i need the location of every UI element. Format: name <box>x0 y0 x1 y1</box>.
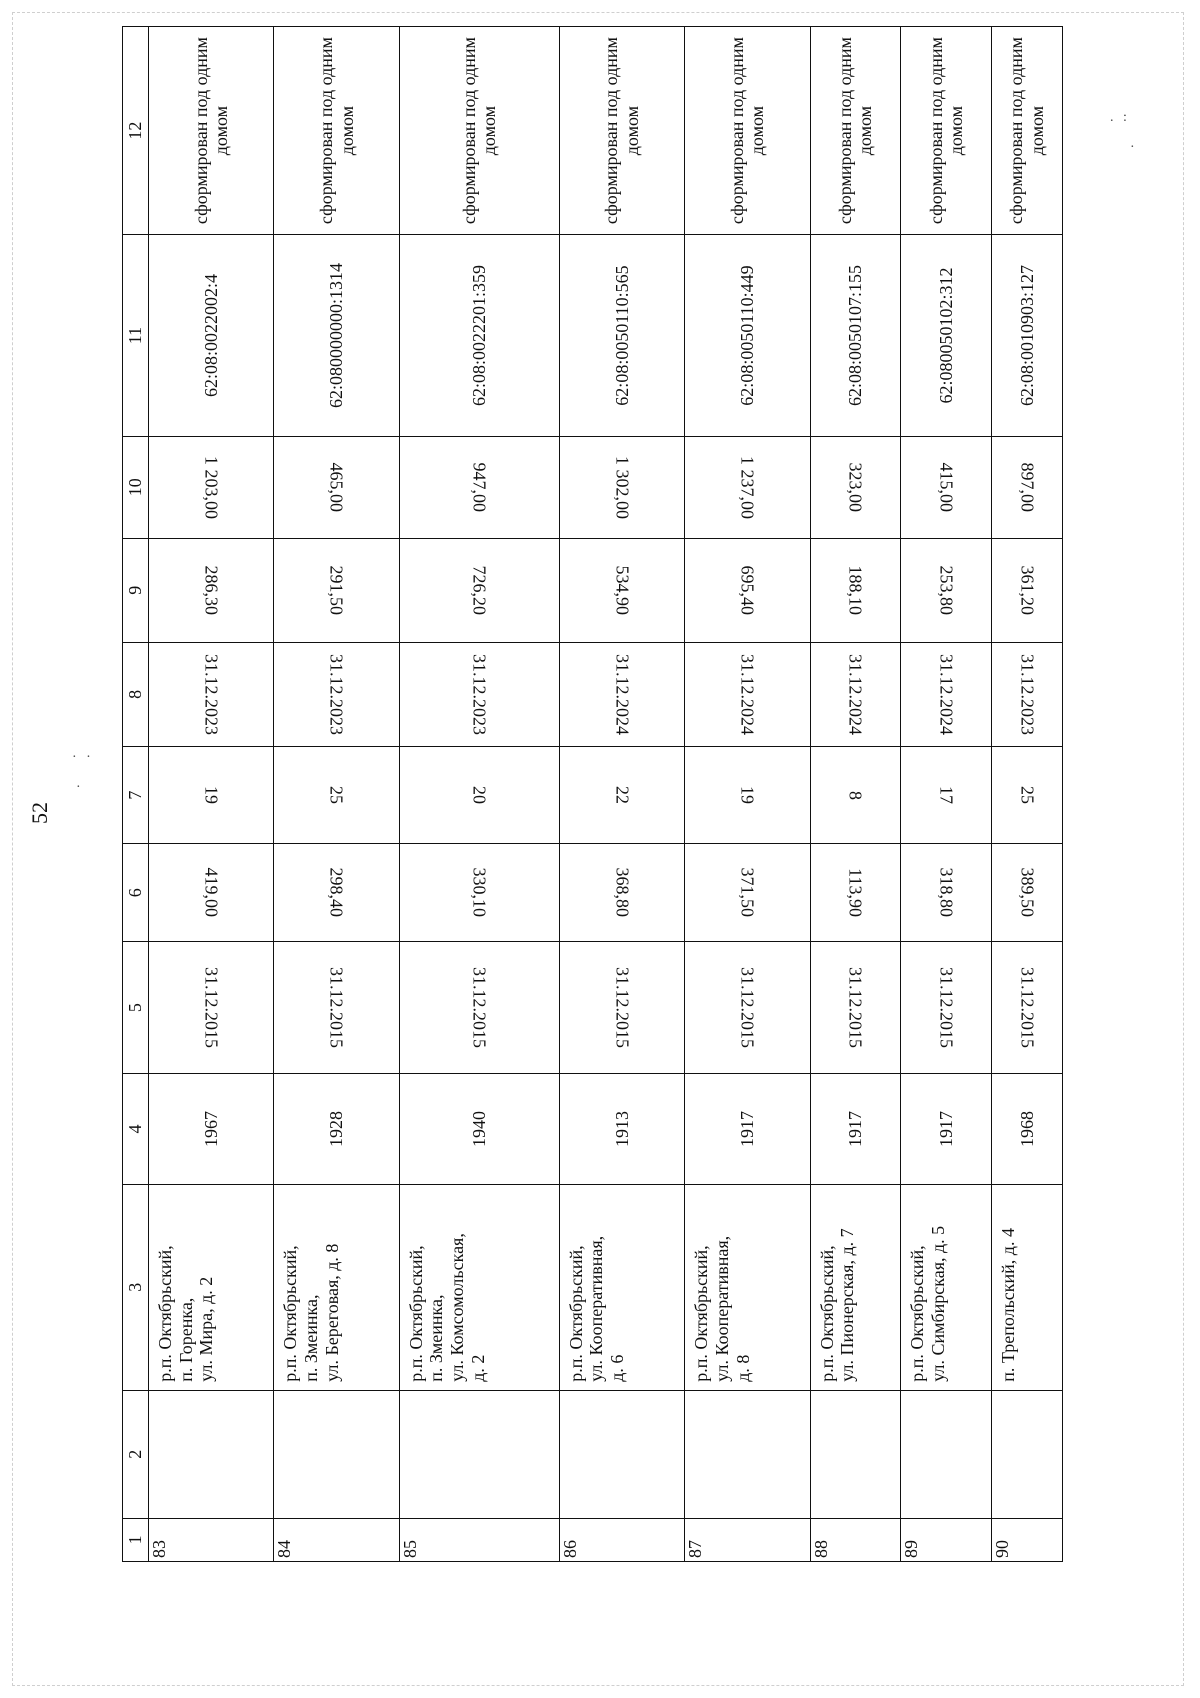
date-cell-box <box>149 941 274 1073</box>
date-cell: 31.12.2023 <box>469 653 490 735</box>
date-cell: 31.12.2015 <box>1017 967 1038 1049</box>
date-cell-box <box>810 941 901 1073</box>
value-cell: 415,00 <box>936 462 957 513</box>
value-cell-box <box>149 538 274 642</box>
year-cell: 1917 <box>845 1111 866 1147</box>
status-cell-box <box>559 27 684 235</box>
value-cell-box <box>274 844 399 942</box>
date-cell-box <box>559 642 684 746</box>
year-cell: 1913 <box>611 1111 632 1147</box>
value-cell-box <box>149 844 274 942</box>
value-cell: 419,00 <box>201 867 222 918</box>
row-number-box <box>559 1518 684 1561</box>
status-cell: сформирован под одним домом <box>190 37 232 225</box>
year-cell: 1928 <box>326 1111 347 1147</box>
header-row <box>123 27 149 1562</box>
table-row <box>559 27 684 1562</box>
row-number: 85 <box>399 1540 420 1558</box>
value-cell-box <box>901 844 992 942</box>
cadastral-number-cell: 62:08:0050110:565 <box>611 265 632 406</box>
value-cell-box <box>810 844 901 942</box>
year-cell: 1917 <box>736 1111 757 1147</box>
address-cell-box <box>399 1184 559 1390</box>
scan-speckle: . : <box>1110 110 1130 125</box>
cell-col2-box <box>992 1390 1063 1518</box>
cadastral-number-cell-box <box>559 235 684 437</box>
cadastral-number-cell-box <box>685 235 810 437</box>
year-cell-box <box>685 1074 810 1185</box>
value-cell-box <box>559 436 684 538</box>
value-cell: 330,10 <box>469 867 490 918</box>
value-cell: 253,80 <box>936 565 957 615</box>
value-cell: 361,20 <box>1017 565 1038 615</box>
row-number: 88 <box>810 1540 831 1558</box>
row-number-box <box>149 1518 274 1561</box>
row-number-box <box>685 1518 810 1561</box>
page-number: 52 <box>27 802 52 824</box>
column-header: 3 <box>123 1184 149 1390</box>
status-cell-box <box>685 27 810 235</box>
cell-col2-box <box>149 1390 274 1518</box>
value-cell-box <box>274 538 399 642</box>
date-cell: 31.12.2015 <box>737 967 758 1049</box>
date-cell: 31.12.2015 <box>326 967 347 1049</box>
date-cell: 31.12.2024 <box>737 653 758 735</box>
address-cell: р.п. Октябрьский, п. Змеинка, ул. Комсомольская, д. 2 <box>405 1233 488 1382</box>
date-cell: 31.12.2024 <box>845 653 866 735</box>
address-cell-box <box>149 1184 274 1390</box>
year-cell: 1967 <box>200 1111 221 1147</box>
status-cell-box <box>992 27 1063 235</box>
row-number-box <box>810 1518 901 1561</box>
date-cell-box <box>810 642 901 746</box>
count-cell: 19 <box>201 786 222 805</box>
cell-col2-box <box>274 1390 399 1518</box>
value-cell-box <box>992 538 1063 642</box>
column-header: 11 <box>123 235 149 437</box>
count-cell: 8 <box>845 790 866 800</box>
row-number: 89 <box>901 1540 922 1558</box>
count-cell-box <box>274 746 399 844</box>
address-cell-box <box>274 1184 399 1390</box>
address-cell-box <box>992 1184 1063 1390</box>
count-cell-box <box>559 746 684 844</box>
address-cell: р.п. Октябрьский, ул. Кооперативная, д. 6 <box>565 1235 628 1382</box>
value-cell: 286,30 <box>201 565 222 615</box>
date-cell: 31.12.2023 <box>201 653 222 735</box>
count-cell-box <box>149 746 274 844</box>
date-cell: 31.12.2024 <box>612 653 633 735</box>
date-cell-box <box>274 642 399 746</box>
column-header: 12 <box>123 27 149 235</box>
year-cell-box <box>149 1074 274 1185</box>
address-cell: р.п. Октябрьский, ул. Симбирская, д. 5 <box>907 1225 949 1382</box>
year-cell: 1968 <box>1016 1111 1037 1147</box>
row-number-box <box>399 1518 559 1561</box>
column-header: 1 <box>123 1518 149 1561</box>
scan-speckle: · · <box>72 750 94 765</box>
value-cell-box <box>992 436 1063 538</box>
value-cell: 1 203,00 <box>201 455 222 519</box>
cell-col2-box <box>685 1390 810 1518</box>
table-row <box>901 27 992 1562</box>
count-cell-box <box>685 746 810 844</box>
status-cell-box <box>810 27 901 235</box>
count-cell-box <box>399 746 559 844</box>
row-number-box <box>274 1518 399 1561</box>
row-number: 86 <box>559 1540 580 1558</box>
year-cell-box <box>901 1074 992 1185</box>
value-cell-box <box>810 538 901 642</box>
column-header: 7 <box>123 746 149 844</box>
status-cell-box <box>149 27 274 235</box>
count-cell: 25 <box>1017 786 1038 805</box>
column-header: 8 <box>123 642 149 746</box>
value-cell: 318,80 <box>936 867 957 918</box>
cadastral-number-cell: 62:080050102:312 <box>935 267 956 404</box>
address-cell-box <box>685 1184 810 1390</box>
column-header: 4 <box>123 1074 149 1185</box>
count-cell: 22 <box>612 786 633 805</box>
value-cell-box <box>685 436 810 538</box>
date-cell: 31.12.2023 <box>1017 653 1038 735</box>
value-cell: 113,90 <box>845 868 866 918</box>
count-cell-box <box>810 746 901 844</box>
row-number-box <box>901 1518 992 1561</box>
year-cell-box <box>810 1074 901 1185</box>
value-cell-box <box>901 436 992 538</box>
value-cell-box <box>274 436 399 538</box>
value-cell: 947,00 <box>469 462 490 513</box>
table-row <box>149 27 274 1562</box>
status-cell: сформирован под одним домом <box>458 37 500 225</box>
cadastral-number-cell-box <box>149 235 274 437</box>
date-cell-box <box>559 941 684 1073</box>
status-cell: сформирован под одним домом <box>1006 37 1048 225</box>
count-cell: 17 <box>936 786 957 805</box>
cadastral-number-cell-box <box>901 235 992 437</box>
cadastral-number-cell: 62:08:0050110:449 <box>736 265 757 406</box>
year-cell: 1940 <box>468 1111 489 1147</box>
date-cell-box <box>149 642 274 746</box>
value-cell: 188,10 <box>845 565 866 615</box>
value-cell-box <box>149 436 274 538</box>
cell-col2-box <box>810 1390 901 1518</box>
status-cell: сформирован под одним домом <box>601 37 642 225</box>
count-cell: 25 <box>326 786 347 805</box>
housing-table <box>122 26 1063 1562</box>
value-cell: 897,00 <box>1017 462 1038 513</box>
value-cell-box <box>685 844 810 942</box>
row-number: 83 <box>149 1540 169 1558</box>
address-cell: р.п. Октябрьский, п. Горенка, ул. Мира, д. 2 <box>155 1245 217 1382</box>
year-cell-box <box>274 1074 399 1185</box>
cell-col2-box <box>399 1390 559 1518</box>
count-cell: 20 <box>469 786 490 805</box>
column-header: 6 <box>123 844 149 942</box>
value-cell: 695,40 <box>737 565 758 615</box>
status-cell-box <box>274 27 399 235</box>
column-header: 10 <box>123 436 149 538</box>
cadastral-number-cell: 62:08:0010903:127 <box>1016 265 1037 407</box>
table-row <box>274 27 399 1562</box>
address-cell: р.п. Октябрьский, п. Змеинка, ул. Береговая, д. 8 <box>280 1243 342 1382</box>
column-header: 9 <box>123 538 149 642</box>
count-cell-box <box>992 746 1063 844</box>
status-cell: сформирован под одним домом <box>925 37 967 225</box>
value-cell: 298,40 <box>326 867 347 918</box>
cadastral-number-cell-box <box>810 235 901 437</box>
cell-col2-box <box>559 1390 684 1518</box>
address-cell: р.п. Октябрьский, ул. Пионерская, д. 7 <box>816 1228 858 1382</box>
status-cell-box <box>399 27 559 235</box>
table-row <box>992 27 1063 1562</box>
value-cell-box <box>399 436 559 538</box>
cadastral-number-cell: 62:08:0022002:4 <box>200 274 221 398</box>
value-cell-box <box>810 436 901 538</box>
value-cell-box <box>992 844 1063 942</box>
cadastral-number-cell-box <box>992 235 1063 437</box>
year-cell-box <box>399 1074 559 1185</box>
value-cell: 1 237,00 <box>737 455 758 519</box>
address-cell: п. Трепольский, д. 4 <box>998 1228 1019 1382</box>
table-row <box>685 27 810 1562</box>
value-cell-box <box>559 538 684 642</box>
row-number: 90 <box>992 1540 1013 1558</box>
cadastral-number-cell-box <box>399 235 559 437</box>
value-cell: 534,90 <box>612 565 633 615</box>
value-cell-box <box>559 844 684 942</box>
cadastral-number-cell: 62:08:0050107:155 <box>845 265 866 407</box>
row-number: 84 <box>274 1540 295 1558</box>
count-cell-box <box>901 746 992 844</box>
value-cell-box <box>399 844 559 942</box>
cadastral-number-cell: 62:080000000:1314 <box>326 263 347 409</box>
status-cell: сформирован под одним домом <box>315 37 357 225</box>
date-cell-box <box>274 941 399 1073</box>
date-cell: 31.12.2023 <box>326 653 347 735</box>
value-cell: 291,50 <box>326 565 347 615</box>
value-cell-box <box>399 538 559 642</box>
column-header: 5 <box>123 941 149 1073</box>
value-cell: 1 302,00 <box>612 455 633 519</box>
date-cell: 31.12.2024 <box>936 653 957 735</box>
date-cell: 31.12.2015 <box>936 967 957 1049</box>
date-cell-box <box>399 941 559 1073</box>
scan-speckle: · <box>1130 140 1138 155</box>
year-cell: 1917 <box>935 1111 956 1147</box>
cadastral-number-cell: 62:08:0022201:359 <box>468 265 489 407</box>
value-cell: 389,50 <box>1017 867 1038 918</box>
cell-col2-box <box>901 1390 992 1518</box>
date-cell-box <box>685 642 810 746</box>
date-cell-box <box>992 941 1063 1073</box>
status-cell: сформирован под одним домом <box>726 37 768 225</box>
status-cell: сформирован под одним домом <box>834 37 876 225</box>
date-cell: 31.12.2015 <box>469 967 490 1049</box>
address-cell-box <box>901 1184 992 1390</box>
value-cell-box <box>901 538 992 642</box>
address-cell-box <box>559 1184 684 1390</box>
address-cell: р.п. Октябрьский, ул. Кооперативная, д. 8 <box>691 1235 753 1382</box>
value-cell: 323,00 <box>845 462 866 513</box>
table-row <box>399 27 559 1562</box>
value-cell: 465,00 <box>326 462 347 513</box>
date-cell: 31.12.2015 <box>845 967 866 1049</box>
date-cell-box <box>685 941 810 1073</box>
row-number-box <box>992 1518 1063 1561</box>
count-cell: 19 <box>737 786 758 805</box>
value-cell: 726,20 <box>469 565 490 615</box>
date-cell: 31.12.2015 <box>612 967 633 1049</box>
date-cell-box <box>992 642 1063 746</box>
value-cell: 371,50 <box>737 867 758 918</box>
date-cell-box <box>399 642 559 746</box>
date-cell-box <box>901 642 992 746</box>
value-cell: 368,80 <box>612 867 633 918</box>
year-cell-box <box>992 1074 1063 1185</box>
row-number: 87 <box>685 1540 706 1558</box>
year-cell-box <box>559 1074 684 1185</box>
status-cell-box <box>901 27 992 235</box>
address-cell-box <box>810 1184 901 1390</box>
value-cell-box <box>685 538 810 642</box>
cadastral-number-cell-box <box>274 235 399 437</box>
column-header: 2 <box>123 1390 149 1518</box>
date-cell-box <box>901 941 992 1073</box>
date-cell: 31.12.2015 <box>201 967 222 1049</box>
scan-speckle: · <box>76 780 84 795</box>
table-row <box>810 27 901 1562</box>
